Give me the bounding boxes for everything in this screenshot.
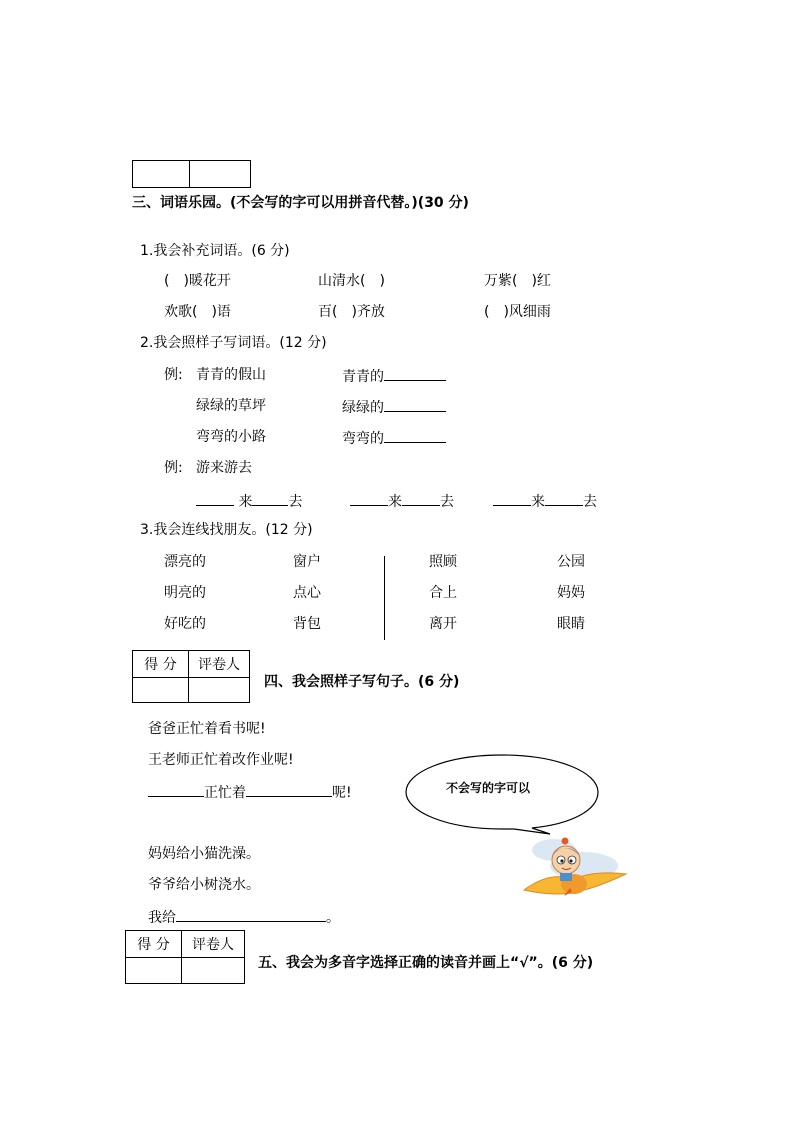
grader-label: 评卷人 xyxy=(182,931,245,958)
fill-middle: 正忙着 xyxy=(204,785,246,801)
q2-example-prefix: 绿绿的 xyxy=(342,400,384,416)
match-word[interactable]: 离开 xyxy=(429,616,457,632)
example-sentence: 妈妈给小猫洗澡。 xyxy=(148,846,260,862)
q1-item: 万紫( )红 xyxy=(484,273,551,289)
answer-blank[interactable] xyxy=(196,491,234,506)
score-cell[interactable] xyxy=(133,678,189,703)
q2-example2: 游来游去 xyxy=(196,460,252,476)
q2-example-left: 青青的假山 xyxy=(196,367,266,383)
q2-example-right xyxy=(342,428,446,448)
fill-sentence xyxy=(148,907,340,927)
example-sentence: 爷爷给小树浇水。 xyxy=(148,877,260,893)
match-word[interactable]: 背包 xyxy=(293,616,321,632)
pattern-lai: 来 xyxy=(238,494,253,510)
answer-blank[interactable] xyxy=(246,782,332,797)
section3-title: 三、词语乐园。(不会写的字可以用拼音代替。)(30 分) xyxy=(132,195,469,211)
q2-pattern xyxy=(350,491,454,511)
q2-example-right xyxy=(342,366,446,386)
score-cell[interactable] xyxy=(126,958,182,984)
pattern-qu: 去 xyxy=(583,494,597,510)
pattern-qu: 去 xyxy=(440,494,454,510)
grader-cell[interactable] xyxy=(182,958,245,984)
score-label: 得 分 xyxy=(133,651,189,678)
pattern-lai: 来 xyxy=(388,494,402,510)
match-word[interactable]: 明亮的 xyxy=(164,585,206,601)
speech-bubble-text: 不会写的字可以 xyxy=(446,781,531,795)
q2-example-left: 绿绿的草坪 xyxy=(196,398,266,414)
match-word[interactable]: 妈妈 xyxy=(557,585,585,601)
match-word[interactable]: 好吃的 xyxy=(164,616,206,632)
q1-item: 欢歌( )语 xyxy=(164,304,231,320)
answer-blank[interactable] xyxy=(545,491,583,506)
q2-pattern xyxy=(493,491,597,511)
answer-blank[interactable] xyxy=(493,491,531,506)
answer-blank[interactable] xyxy=(148,782,204,797)
example-sentence: 爸爸正忙着看书呢! xyxy=(148,721,266,737)
q1-item: 百( )齐放 xyxy=(318,304,385,320)
answer-blank[interactable] xyxy=(384,397,446,412)
q2-example-right xyxy=(342,397,446,417)
fill-sentence xyxy=(148,782,352,802)
top-table-cell xyxy=(190,161,251,188)
q1-title: 1.我会补充词语。(6 分) xyxy=(140,243,290,259)
score-table xyxy=(125,930,245,984)
fill-end: 。 xyxy=(326,910,340,926)
match-word[interactable]: 漂亮的 xyxy=(164,554,206,570)
answer-blank[interactable] xyxy=(402,491,440,506)
score-label: 得 分 xyxy=(126,931,182,958)
pattern-lai: 来 xyxy=(531,494,545,510)
answer-blank[interactable] xyxy=(252,491,288,506)
fill-end: 呢! xyxy=(332,785,352,801)
match-word[interactable]: 照顾 xyxy=(429,554,457,570)
q1-item: 山清水( ) xyxy=(318,273,385,289)
q2-pattern xyxy=(196,491,302,511)
grader-cell[interactable] xyxy=(189,678,250,703)
section5-title: 五、我会为多音字选择正确的读音并画上“√”。(6 分) xyxy=(258,955,594,971)
q2-example-prefix: 弯弯的 xyxy=(342,431,384,447)
q2-title: 2.我会照样子写词语。(12 分) xyxy=(140,335,327,351)
top-table-cell xyxy=(133,161,190,188)
answer-blank[interactable] xyxy=(350,491,388,506)
top-score-table xyxy=(132,160,251,188)
q2-example-label: 例: xyxy=(164,367,183,383)
section4-title: 四、我会照样子写句子。(6 分) xyxy=(264,674,460,690)
example-sentence: 王老师正忙着改作业呢! xyxy=(148,752,294,768)
q1-item: ( )风细雨 xyxy=(484,304,551,320)
divider-line xyxy=(384,556,385,640)
q2-example-left: 弯弯的小路 xyxy=(196,429,266,445)
score-table xyxy=(132,650,250,703)
pattern-qu: 去 xyxy=(288,494,303,510)
match-word[interactable]: 合上 xyxy=(429,585,457,601)
q3-title: 3.我会连线找朋友。(12 分) xyxy=(140,522,313,538)
answer-blank[interactable] xyxy=(384,428,446,443)
match-word[interactable]: 公园 xyxy=(557,554,585,570)
match-word[interactable]: 点心 xyxy=(293,585,321,601)
kid-on-bird-illustration xyxy=(514,836,634,906)
q2-example2-label: 例: xyxy=(164,460,183,476)
fill-start: 我给 xyxy=(148,910,176,926)
q1-item: ( )暖花开 xyxy=(164,273,231,289)
answer-blank[interactable] xyxy=(384,366,446,381)
match-word[interactable]: 窗户 xyxy=(293,554,321,570)
match-word[interactable]: 眼睛 xyxy=(557,616,585,632)
q2-example-prefix: 青青的 xyxy=(342,369,384,385)
answer-blank[interactable] xyxy=(176,907,326,922)
grader-label: 评卷人 xyxy=(189,651,250,678)
